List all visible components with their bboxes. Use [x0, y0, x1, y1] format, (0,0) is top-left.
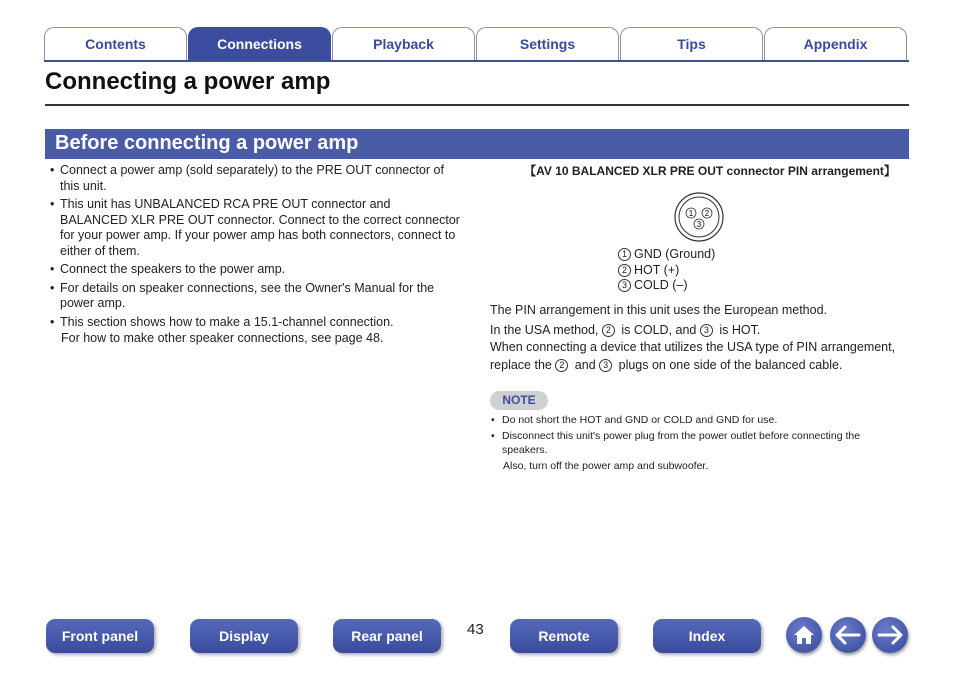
note-item: • Do not short the HOT and GND or COLD and GND for use. [490, 413, 900, 428]
back-button[interactable] [830, 617, 866, 653]
svg-text:2: 2 [704, 209, 710, 218]
note-list [490, 413, 900, 473]
list-item: • This unit has UNBALANCED RCA PRE OUT connector and BALANCED XLR PRE OUT connector. Connect to the correct connector for your power amp. If your power amp has both connectors, connect to either of them. [50, 197, 460, 259]
forward-button[interactable] [872, 617, 908, 653]
pin-item [618, 247, 715, 263]
arrow-right-icon [877, 625, 903, 645]
text-fragment: plugs on one side of the balanced cable. [615, 357, 843, 372]
home-button[interactable] [786, 617, 822, 653]
remote-button[interactable]: Remote [510, 619, 618, 653]
page-title: Connecting a power amp [45, 68, 331, 95]
page-reference: For how to make other speaker connections, see page 48. [61, 331, 384, 345]
title-divider [45, 104, 909, 106]
pin-label: GND (Ground) [634, 247, 716, 261]
tab-connections[interactable]: Connections [188, 27, 331, 60]
arrow-left-icon [835, 625, 861, 645]
pin-number: 2 [618, 264, 631, 277]
text-fragment: is HOT. [715, 322, 761, 337]
paragraph-line: The PIN arrangement in this unit uses the European method. [490, 303, 827, 317]
svg-text:3: 3 [696, 220, 702, 229]
svg-text:1: 1 [688, 209, 694, 218]
pin-explanation [490, 302, 910, 374]
pin-label: HOT (+) [634, 262, 680, 277]
text-fragment: is COLD, and [617, 322, 700, 337]
pin-number: 3 [599, 359, 612, 372]
text-fragment: replace the [490, 357, 556, 372]
list-item: • This section shows how to make a 15.1-channel connection. [50, 315, 460, 331]
page-number: 43 [467, 621, 484, 638]
display-button[interactable]: Display [190, 619, 298, 653]
pin-item [618, 278, 715, 294]
pin-number: 2 [602, 324, 615, 337]
paragraph-line [490, 357, 910, 375]
tab-contents[interactable]: Contents [44, 27, 187, 60]
xlr-connector-icon [673, 191, 725, 243]
pin-number: 3 [618, 279, 631, 292]
tab-playback[interactable]: Playback [332, 27, 475, 60]
left-column [50, 163, 460, 347]
front-panel-button[interactable]: Front panel [46, 619, 154, 653]
rear-panel-button[interactable]: Rear panel [333, 619, 441, 653]
pin-number: 2 [555, 359, 568, 372]
diagram-title: 【AV 10 BALANCED XLR PRE OUT connector PIN arrangement】 [524, 164, 896, 178]
paragraph-line [490, 322, 910, 340]
list-item: • Connect the speakers to the power amp. [50, 262, 460, 278]
pin-number: 1 [618, 248, 631, 261]
note-badge: NOTE [490, 391, 548, 410]
list-item: • Connect a power amp (sold separately) to the PRE OUT connector of this unit. [50, 163, 460, 194]
text-fragment: In the USA method, [490, 322, 602, 337]
pin-number: 3 [700, 324, 713, 337]
tab-appendix[interactable]: Appendix [764, 27, 907, 60]
text-fragment: and [571, 357, 600, 372]
index-button[interactable]: Index [653, 619, 761, 653]
right-column [490, 163, 910, 472]
home-icon [792, 624, 816, 646]
section-title: Before connecting a power amp [45, 129, 909, 159]
tab-settings[interactable]: Settings [476, 27, 619, 60]
tab-tips[interactable]: Tips [620, 27, 763, 60]
tab-underline [44, 60, 909, 62]
note-item: • Disconnect this unit's power plug from the power outlet before connecting the speakers. [490, 429, 900, 458]
pin-list [618, 247, 715, 294]
paragraph-line: When connecting a device that utilizes the USA type of PIN arrangement, [490, 340, 896, 354]
pin-item [618, 263, 715, 279]
list-item: • For details on speaker connections, see the Owner's Manual for the power amp. [50, 281, 460, 312]
note-subline: Also, turn off the power amp and subwoofer. [503, 459, 709, 472]
pin-label: COLD (–) [634, 278, 688, 292]
